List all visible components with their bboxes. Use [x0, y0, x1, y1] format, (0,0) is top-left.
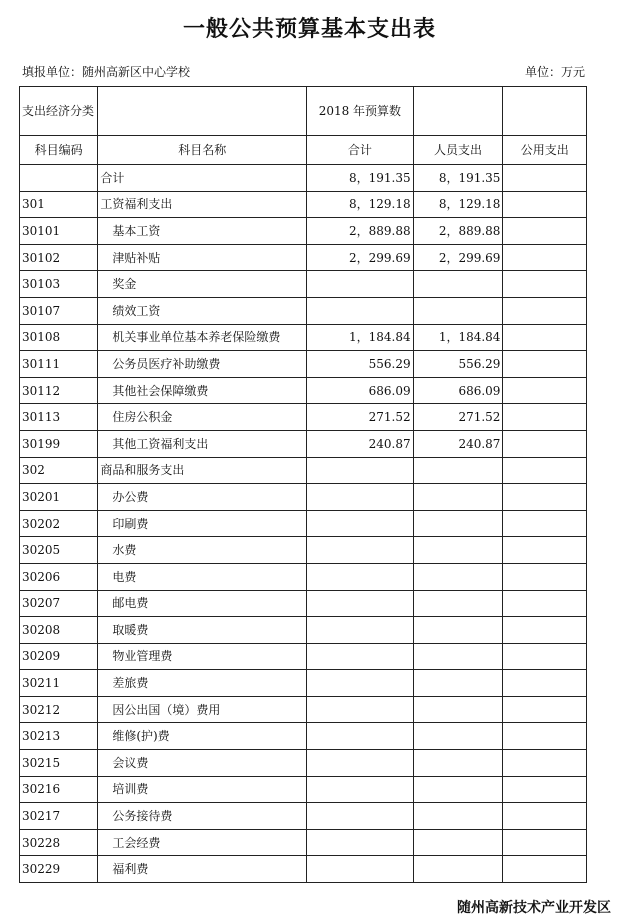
table-row	[20, 430, 587, 457]
row-name: 其他社会保障缴费	[98, 377, 307, 404]
header-personnel: 人员支出	[413, 136, 503, 165]
row-code: 301	[20, 191, 98, 218]
row-public	[503, 165, 587, 192]
row-public	[503, 776, 587, 803]
row-total	[307, 457, 414, 484]
row-total: 8，191.35	[307, 165, 414, 192]
row-name: 绩效工资	[98, 297, 307, 324]
row-code: 30113	[20, 404, 98, 431]
row-total: 556.29	[307, 351, 414, 378]
row-public	[503, 191, 587, 218]
row-total	[307, 590, 414, 617]
header-blank	[413, 87, 503, 136]
row-personnel	[413, 510, 503, 537]
row-code: 30205	[20, 537, 98, 564]
row-total	[307, 776, 414, 803]
row-total	[307, 643, 414, 670]
header-row-2	[20, 136, 587, 165]
table-row	[20, 484, 587, 511]
table-row	[20, 829, 587, 856]
row-total: 2，299.69	[307, 244, 414, 271]
row-personnel	[413, 297, 503, 324]
row-personnel: 686.09	[413, 377, 503, 404]
row-name: 住房公积金	[98, 404, 307, 431]
row-personnel	[413, 723, 503, 750]
row-personnel: 556.29	[413, 351, 503, 378]
row-code: 30207	[20, 590, 98, 617]
row-code: 30101	[20, 218, 98, 245]
table-row	[20, 776, 587, 803]
budget-table	[19, 86, 587, 883]
row-code: 30108	[20, 324, 98, 351]
row-total: 240.87	[307, 430, 414, 457]
row-code: 30103	[20, 271, 98, 298]
row-personnel	[413, 590, 503, 617]
row-total	[307, 856, 414, 883]
header-blank	[503, 87, 587, 136]
row-public	[503, 537, 587, 564]
row-personnel	[413, 617, 503, 644]
row-public	[503, 723, 587, 750]
row-public	[503, 563, 587, 590]
row-personnel: 2，889.88	[413, 218, 503, 245]
table-row	[20, 351, 587, 378]
row-code: 30111	[20, 351, 98, 378]
row-total: 1，184.84	[307, 324, 414, 351]
row-personnel	[413, 829, 503, 856]
row-personnel	[413, 670, 503, 697]
row-name: 差旅费	[98, 670, 307, 697]
row-public	[503, 643, 587, 670]
row-total	[307, 271, 414, 298]
row-code: 302	[20, 457, 98, 484]
row-name: 邮电费	[98, 590, 307, 617]
row-name: 工资福利支出	[98, 191, 307, 218]
table-row	[20, 218, 587, 245]
table-row	[20, 723, 587, 750]
row-total	[307, 510, 414, 537]
table-row	[20, 643, 587, 670]
row-code: 30212	[20, 696, 98, 723]
row-name: 培训费	[98, 776, 307, 803]
row-name: 基本工资	[98, 218, 307, 245]
row-public	[503, 404, 587, 431]
table-row	[20, 537, 587, 564]
row-total: 8，129.18	[307, 191, 414, 218]
row-personnel: 271.52	[413, 404, 503, 431]
row-code: 30199	[20, 430, 98, 457]
row-total	[307, 537, 414, 564]
row-name: 办公费	[98, 484, 307, 511]
header-public: 公用支出	[503, 136, 587, 165]
row-total	[307, 696, 414, 723]
row-public	[503, 750, 587, 777]
row-total: 271.52	[307, 404, 414, 431]
row-personnel	[413, 750, 503, 777]
row-total	[307, 563, 414, 590]
row-name: 因公出国（境）费用	[98, 696, 307, 723]
row-public	[503, 377, 587, 404]
table-row	[20, 297, 587, 324]
row-personnel: 8，191.35	[413, 165, 503, 192]
reporting-unit: 填报单位：随州高新区中心学校	[22, 65, 191, 79]
row-personnel: 1，184.84	[413, 324, 503, 351]
row-code: 30216	[20, 776, 98, 803]
header-row-1	[20, 87, 587, 136]
table-row	[20, 670, 587, 697]
row-total	[307, 297, 414, 324]
row-name: 机关事业单位基本养老保险缴费	[98, 324, 307, 351]
row-personnel	[413, 696, 503, 723]
table-row	[20, 404, 587, 431]
row-personnel: 2，299.69	[413, 244, 503, 271]
row-name: 公务员医疗补助缴费	[98, 351, 307, 378]
row-public	[503, 856, 587, 883]
row-total	[307, 670, 414, 697]
header-name: 科目名称	[98, 136, 307, 165]
table-row	[20, 510, 587, 537]
row-personnel: 8，129.18	[413, 191, 503, 218]
row-public	[503, 218, 587, 245]
row-public	[503, 271, 587, 298]
row-code: 30201	[20, 484, 98, 511]
row-name: 水费	[98, 537, 307, 564]
row-name: 公务接待费	[98, 803, 307, 830]
header-blank	[98, 87, 307, 136]
row-public	[503, 324, 587, 351]
row-name: 取暖费	[98, 617, 307, 644]
row-public	[503, 297, 587, 324]
row-name: 印刷费	[98, 510, 307, 537]
row-public	[503, 803, 587, 830]
row-name: 奖金	[98, 271, 307, 298]
table-row	[20, 271, 587, 298]
row-code	[20, 165, 98, 192]
row-code: 30228	[20, 829, 98, 856]
row-personnel	[413, 643, 503, 670]
footer-org: 随州高新技术产业开发区	[457, 900, 611, 916]
row-total	[307, 803, 414, 830]
row-personnel	[413, 537, 503, 564]
row-name: 其他工资福利支出	[98, 430, 307, 457]
table-row	[20, 803, 587, 830]
page-title: 一般公共预算基本支出表	[182, 17, 436, 42]
row-code: 30229	[20, 856, 98, 883]
row-personnel	[413, 803, 503, 830]
row-personnel	[413, 776, 503, 803]
table-row	[20, 324, 587, 351]
row-code: 30213	[20, 723, 98, 750]
row-code: 30209	[20, 643, 98, 670]
row-public	[503, 696, 587, 723]
row-personnel	[413, 563, 503, 590]
row-total	[307, 617, 414, 644]
row-total	[307, 723, 414, 750]
row-public	[503, 829, 587, 856]
table-row	[20, 377, 587, 404]
row-name: 电费	[98, 563, 307, 590]
row-personnel	[413, 271, 503, 298]
row-total	[307, 829, 414, 856]
table-row	[20, 457, 587, 484]
row-name: 物业管理费	[98, 643, 307, 670]
row-total: 2，889.88	[307, 218, 414, 245]
row-public	[503, 244, 587, 271]
header-econ-class: 支出经济分类	[20, 87, 98, 136]
row-public	[503, 351, 587, 378]
row-public	[503, 670, 587, 697]
row-name: 福利费	[98, 856, 307, 883]
row-name: 商品和服务支出	[98, 457, 307, 484]
header-budget-year: 2018 年预算数	[307, 87, 414, 136]
row-code: 30102	[20, 244, 98, 271]
row-public	[503, 510, 587, 537]
row-code: 30211	[20, 670, 98, 697]
row-public	[503, 430, 587, 457]
table-row	[20, 563, 587, 590]
currency-unit: 单位：万元	[524, 65, 585, 79]
row-code: 30217	[20, 803, 98, 830]
row-name: 工会经费	[98, 829, 307, 856]
row-personnel	[413, 484, 503, 511]
row-personnel: 240.87	[413, 430, 503, 457]
row-total	[307, 750, 414, 777]
row-code: 30215	[20, 750, 98, 777]
header-total: 合计	[307, 136, 414, 165]
row-total	[307, 484, 414, 511]
row-code: 30107	[20, 297, 98, 324]
row-name: 津贴补贴	[98, 244, 307, 271]
row-personnel	[413, 457, 503, 484]
row-code: 30206	[20, 563, 98, 590]
row-code: 30202	[20, 510, 98, 537]
table-row	[20, 617, 587, 644]
table-row	[20, 244, 587, 271]
table-row	[20, 165, 587, 192]
header-code: 科目编码	[20, 136, 98, 165]
table-row	[20, 750, 587, 777]
table-row	[20, 191, 587, 218]
row-total: 686.09	[307, 377, 414, 404]
row-public	[503, 590, 587, 617]
table-row	[20, 856, 587, 883]
table-row	[20, 590, 587, 617]
row-name: 合计	[98, 165, 307, 192]
row-personnel	[413, 856, 503, 883]
row-public	[503, 484, 587, 511]
row-name: 会议费	[98, 750, 307, 777]
row-code: 30208	[20, 617, 98, 644]
row-public	[503, 457, 587, 484]
table-row	[20, 696, 587, 723]
row-code: 30112	[20, 377, 98, 404]
row-name: 维修(护)费	[98, 723, 307, 750]
row-public	[503, 617, 587, 644]
